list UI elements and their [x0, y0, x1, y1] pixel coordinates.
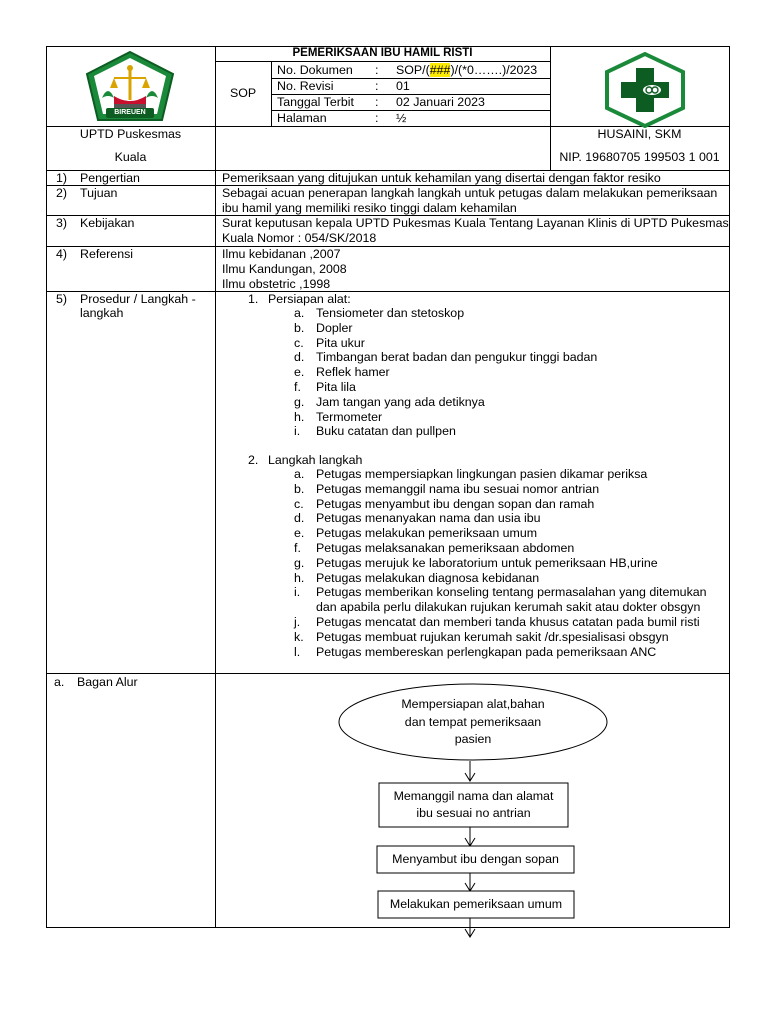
equipment-item-text: Buku catatan dan pullpen [316, 424, 456, 439]
section-1-label: Pengertian [80, 171, 140, 185]
section-4-label: Referensi [80, 247, 134, 261]
equipment-item-text: Timbangan berat badan dan pengukur tinggi badan [316, 350, 598, 365]
flow-ellipse-line-2: dan tempat pemeriksaan [404, 715, 542, 729]
issue-date-label: Tanggal Terbit [277, 95, 354, 109]
equipment-item-text: Jam tangan yang ada detiknya [316, 394, 485, 409]
section-3-num: 3) [56, 216, 68, 230]
equipment-item-text: Tensiometer dan stetoskop [316, 306, 465, 320]
step-item-text: dan apabila perlu dilakukan rujukan kerumah sakit atau dokter obsgyn [316, 600, 701, 615]
org-name-line2: Kuala [114, 150, 147, 164]
part2-title: Langkah langkah [268, 453, 363, 467]
part1-num: 1. [248, 292, 259, 306]
step-item-text: Petugas melaksanakan pemeriksaan abdomen [316, 541, 575, 555]
flow-box-3-text: Melakukan pemeriksaan umum [389, 897, 563, 911]
step-item-text: Petugas melakukan pemeriksaan umum [316, 526, 538, 541]
org-name-line1: UPTD Puskesmas [79, 127, 182, 141]
doc-number-sep: : [375, 63, 379, 77]
equipment-item-marker: h. [294, 409, 305, 424]
step-item-text: Petugas membuat rujukan kerumah sakit /dr.spesialisasi obsgyn [316, 629, 669, 644]
section-3-text-1: Surat keputusan kepala UPTD Pukesmas Kuala Tentang Layanan Klinis di UPTD Pukesmas [222, 216, 729, 230]
equipment-item-text: Pita ukur [316, 335, 365, 350]
bireuen-logo-label: BIREUEN [106, 108, 154, 118]
procedure-num: 5) [56, 292, 68, 306]
issue-date-sep: : [375, 95, 379, 109]
doc-number-label: No. Dokumen [277, 63, 353, 77]
step-item-text: Petugas merujuk ke laboratorium untuk pemeriksaan HB,urine [316, 555, 658, 570]
step-item-marker: l. [294, 644, 301, 659]
revision-value: 01 [396, 79, 410, 93]
doc-number-value: SOP/(###)/(*0…….)/2023 [396, 63, 538, 77]
flow-arrow-1 [465, 761, 475, 781]
step-item-marker: j. [294, 615, 301, 629]
step-item-text: Petugas melakukan diagnosa kebidanan [316, 570, 540, 585]
section-2-num: 2) [56, 186, 68, 200]
section-4-text-2: Ilmu Kandungan, 2008 [222, 262, 347, 276]
section-3-text-2: Kuala Nomor : 054/SK/2018 [222, 231, 377, 245]
equipment-item-marker: g. [294, 394, 305, 409]
revision-sep: : [375, 79, 379, 93]
equipment-item-text: Dopler [316, 320, 353, 335]
flow-arrow-3 [465, 873, 475, 891]
step-item-marker: b. [294, 481, 305, 496]
step-item-marker: i. [294, 585, 301, 600]
step-item-marker: d. [294, 511, 305, 526]
flow-arrow-4 [465, 918, 475, 937]
page-label: Halaman [277, 111, 327, 125]
step-item-text: Petugas menanyakan nama dan usia ibu [316, 511, 541, 526]
equipment-item-marker: f. [294, 380, 301, 394]
procedure-label-2: langkah [80, 306, 124, 320]
equipment-item-text: Reflek hamer [316, 365, 390, 380]
page-title: PEMERIKSAAN IBU HAMIL RISTI [292, 47, 473, 59]
equipment-item-marker: d. [294, 350, 305, 365]
step-item-marker: k. [294, 629, 304, 644]
step-item-marker: c. [294, 496, 304, 511]
section-2-text-2: ibu hamil yang memiliki resiko tinggi dalam kehamilan [222, 201, 517, 215]
flow-label: Bagan Alur [77, 675, 138, 689]
step-item-text: Petugas mencatat dan memberi tanda khusus catatan pada bumil risti [316, 615, 700, 629]
step-item-marker: a. [294, 467, 305, 481]
revision-label: No. Revisi [277, 79, 334, 93]
section-4-text-3: Ilmu obstetric ,1998 [222, 277, 331, 291]
procedure-label-1: Prosedur / Langkah - [80, 292, 196, 306]
equipment-item-marker: c. [294, 335, 304, 350]
page-value: ½ [396, 111, 407, 125]
signer-nip: NIP. 19680705 199503 1 001 [559, 150, 720, 164]
step-item-text: Petugas membereskan perlengkapan pada pemeriksaan ANC [316, 644, 657, 659]
section-1-text: Pemeriksaan yang ditujukan untuk kehamilan yang disertai dengan faktor resiko [222, 171, 661, 185]
step-item-text: Petugas menyambut ibu dengan sopan dan ramah [316, 496, 595, 511]
flow-num: a. [54, 675, 65, 689]
flow-ellipse-line-3: pasien [454, 732, 492, 746]
step-item-marker: g. [294, 555, 305, 570]
equipment-item-marker: i. [294, 424, 301, 439]
flow-arrow-2 [465, 827, 475, 846]
flow-box-1-line-2: ibu sesuai no antrian [416, 806, 531, 820]
flow-box-2-text: Menyambut ibu dengan sopan [392, 852, 559, 866]
signer-name: HUSAINI, SKM [597, 127, 682, 141]
section-1-num: 1) [56, 171, 68, 185]
equipment-item-text: Termometer [316, 409, 383, 424]
step-item-marker: h. [294, 570, 305, 585]
section-2-label: Tujuan [80, 186, 118, 200]
part1-title: Persiapan alat: [268, 292, 351, 306]
doc-number-highlight: ### [429, 63, 451, 77]
equipment-item-marker: b. [294, 320, 305, 335]
section-4-text-1: Ilmu kebidanan ,2007 [222, 247, 341, 261]
equipment-item-text: Pita lila [316, 380, 356, 394]
page-sep: : [375, 111, 379, 125]
issue-date-value: 02 Januari 2023 [396, 95, 485, 109]
equipment-item-marker: e. [294, 365, 305, 380]
equipment-item-marker: a. [294, 306, 305, 320]
flow-box-1-line-1: Memanggil nama dan alamat [393, 789, 554, 803]
step-item-text: Petugas memberikan konseling tentang permasalahan yang ditemukan [316, 585, 707, 600]
step-item-text: Petugas memanggil nama ibu sesuai nomor antrian [316, 481, 600, 496]
section-2-text-1: Sebagai acuan penerapan langkah langkah untuk petugas dalam melakukan pemeriksaan [222, 186, 718, 200]
sop-label: SOP [230, 86, 257, 100]
step-item-text: Petugas mempersiapkan lingkungan pasien dikamar periksa [316, 467, 648, 481]
section-3-label: Kebijakan [80, 216, 135, 230]
flow-ellipse-line-1: Mempersiapan alat,bahan [401, 697, 545, 711]
step-item-marker: f. [294, 541, 301, 555]
part2-num: 2. [248, 453, 259, 467]
section-4-num: 4) [56, 247, 68, 261]
step-item-marker: e. [294, 526, 305, 541]
